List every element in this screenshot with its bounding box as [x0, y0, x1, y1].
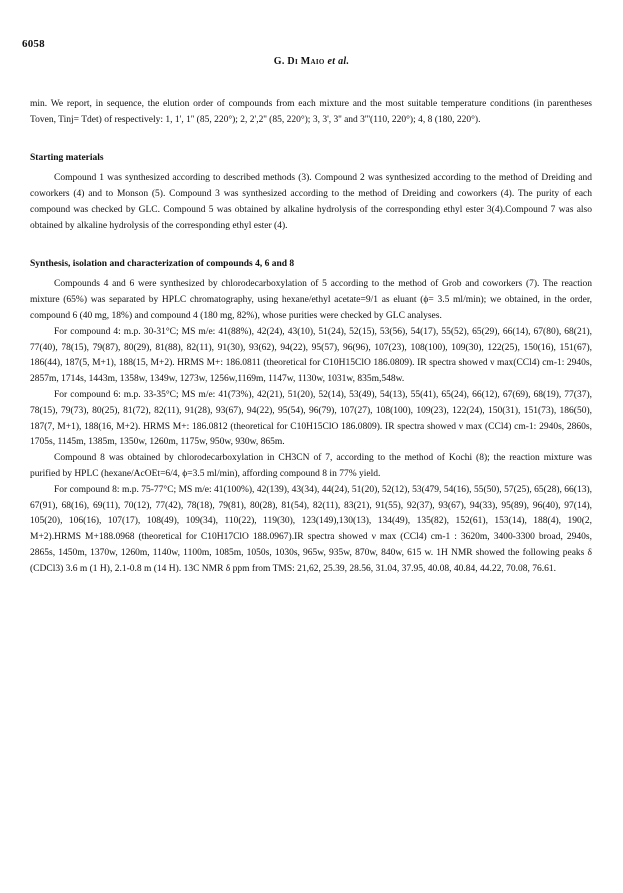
compound-4-text: m.p. 30-31°C; MS m/e: 41(88%), 42(24), 43(10), 51(24), 52(15), 53(56), 54(17), 55(52), 65(29), 66(14), 67(80), 68(21), 77(40), 78(15), 79(87), 80(29), 81(88), 82(11), 91(30), 93(62), 94(22), 95(57), 96(96), 107(23), 108(100), 109(30), 122(25), 150(16), 151(67), 186(44), 187(5, M+1), 188(15, M+2). HRMS M+: 186.0811 (theoretical for C10H15ClO 186.0809). IR spectra showed ν max(CCl4) cm-1: 2940s, 2857m, 1714s, 1443m, 1358w, 1349w, 1273w, 1256w,1169m, 1147w, 1130w, 1031w, 835m,548w.	[30, 326, 592, 385]
compound-6-text: m.p. 33-35°C; MS m/e: 41(73%), 42(21), 51(20), 52(14), 53(49), 54(13), 55(41), 65(24), 66(12), 67(69), 68(19), 77(37), 78(15), 79(73), 80(25), 81(72), 82(11), 91(28), 93(67), 94(22), 95(54), 96(79), 107(27), 108(100), 109(23), 122(24), 150(31), 151(73), 186(50), 187(7, M+1), 188(16, M+2). HRMS M+: 186.0812 (theoretical for C10H15ClO 186.0809). IR spectra showed ν max (CCl4) cm-1: 2940s, 2860s, 1705s, 1145m, 1385m, 1350w, 1260m, 1175w, 950w, 930w, 865m.	[30, 389, 592, 448]
running-head	[0, 56, 623, 67]
compound-8-preparation: Compound 8 was obtained by chlorodecarboxylation in CH3CN of 7, according to the method of Kochi (8); the reaction mixture was purified by HPLC (hexane/AcOEt=6/4, ϕ=3.5 ml/min), affording compound 8 in 77% yield.	[30, 453, 592, 479]
synthesis-paragraph: Compounds 4 and 6 were synthesized by chlorodecarboxylation of 5 according to the method of Grob and coworkers (7). The reaction mixture (65%) was separated by HPLC chromatography, using hexane/ethyl acetate=9/1 as eluant (ϕ= 3.5 ml/min); we obtained, in the order, compound 6 (40 mg, 18%) and compound 4 (180 mg, 82%), whose purities were checked by GLC analyses.	[30, 279, 592, 321]
page-number: 6058	[22, 38, 45, 50]
intro-paragraph: min. We report, in sequence, the elution order of compounds from each mixture and the most suitable temperature conditions (in parentheses Toven, Tinj= Tdet) of respectively: 1, 1', 1'' (85, 220°); 2, 2',2'' (85, 220°); 3, 3', 3'' and 3'''(110, 220°); 4, 8 (180, 220°).	[30, 99, 592, 125]
running-head-et-al: et al.	[327, 56, 350, 67]
body-text	[30, 97, 592, 578]
starting-materials-paragraph: Compound 1 was synthesized according to described methods (3). Compound 2 was synthesized according to the method of Dreiding and coworkers (4) and to Monson (5). Compound 3 was synthesized according to the method of Dreiding and coworkers (4). The purity of each compound was checked by GLC. Compound 5 was obtained by alkaline hydrolysis of the corresponding ethyl ester 3(4).Compound 7 was also obtained by alkaline hydrolysis of the corresponding ethyl ester (4).	[30, 173, 592, 231]
synthesis-heading: Synthesis, isolation and characterization of compounds 4, 6 and 8	[30, 258, 295, 269]
starting-materials-heading: Starting materials	[30, 152, 104, 163]
compound-6-label: For compound 6:	[54, 389, 121, 400]
compound-8-data	[30, 483, 592, 578]
compound-4-data	[30, 325, 592, 388]
compound-4-label: For compound 4:	[54, 326, 121, 337]
running-head-author: G. Di Maio	[273, 56, 325, 67]
compound-8-label: For compound 8:	[54, 484, 120, 495]
compound-8-text: m.p. 75-77°C; MS m/e: 41(100%), 42(139), 43(34), 44(24), 51(20), 52(12), 53(479, 54(16), 55(50), 57(25), 65(28), 66(13), 67(91), 68(16), 69(11), 70(12), 77(42), 78(18), 79(81), 80(28), 81(54), 82(11), 83(21), 91(55), 92(37), 93(67), 94(33), 95(89), 96(40), 97(14), 105(20), 106(16), 107(17), 108(49), 109(34), 110(22), 119(30), 123(149),130(13), 134(49), 135(82), 152(61), 153(14), 188(4), 190(2, M+2).HRMS M+188.0968 (theoretical for C10H17ClO 188.0967).IR spectra showed ν max (CCl4) cm-1 : 3620m, 3400-3300 broad, 2940s, 2865s, 1450m, 1370w, 1260m, 1140w, 1100m, 1085m, 1050s, 1030s, 965w, 935w, 870w, 840w, 615 w. 1H NMR showed the following peaks δ (CDCl3) 3.6 m (1 H), 2.1-0.8 m (14 H). 13C NMR δ ppm from TMS: 21,62, 25.39, 28.56, 31.04, 37.95, 40.08, 40.84, 44.22, 70.08, 76.61.	[30, 484, 592, 574]
compound-6-data	[30, 388, 592, 451]
